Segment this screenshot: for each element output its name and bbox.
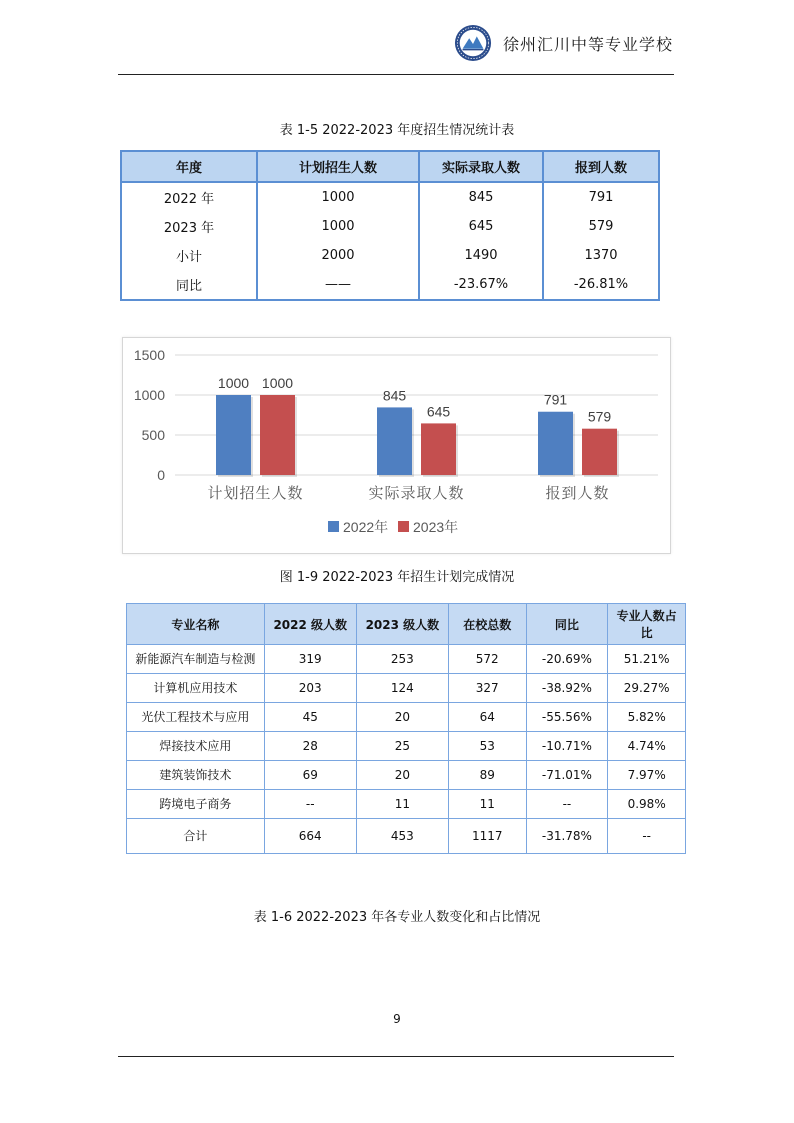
header-cell: 2022 级人数 [264, 604, 356, 645]
table-cell: 1000 [257, 182, 419, 212]
legend-label: 2023年 [413, 519, 459, 535]
table-row [121, 270, 659, 300]
table-row [127, 732, 686, 761]
table1-caption: 表 1-5 2022-2023 年度招生情况统计表 [279, 123, 515, 138]
x-tick-label: 计划招生人数 [207, 484, 304, 502]
data-label: 845 [382, 387, 407, 404]
table-cell: 11 [356, 790, 448, 819]
table-cell: 合计 [127, 819, 265, 854]
bar [260, 395, 295, 475]
table-cell: 664 [264, 819, 356, 854]
table-cell: 124 [356, 674, 448, 703]
table-cell: 0.98% [608, 790, 686, 819]
data-label: 645 [426, 403, 451, 420]
data-label: 579 [587, 408, 612, 425]
table-row [127, 819, 686, 854]
table-row [127, 674, 686, 703]
table-cell: -10.71% [526, 732, 608, 761]
legend-label: 2022年 [343, 519, 389, 535]
major-table [126, 603, 686, 854]
table-header-row [127, 604, 686, 645]
table-cell: 小计 [175, 250, 202, 265]
table-cell: 1117 [448, 819, 526, 854]
table-cell: 64 [448, 703, 526, 732]
table-row [127, 761, 686, 790]
table-cell: 5.82% [608, 703, 686, 732]
table-cell: 同比 [175, 279, 202, 294]
table-cell: 845 [419, 182, 543, 212]
page-number: 9 [393, 1012, 401, 1026]
bar [377, 407, 412, 475]
table-cell: 51.21% [608, 645, 686, 674]
table-row [127, 703, 686, 732]
table-cell: 29.27% [608, 674, 686, 703]
table-cell: 1000 [257, 212, 419, 241]
table-cell: -- [526, 790, 608, 819]
bar-chart [123, 338, 670, 553]
table-cell: -31.78% [526, 819, 608, 854]
table-row [121, 212, 659, 241]
table-cell: 跨境电子商务 [127, 790, 265, 819]
table-cell: —— [257, 270, 419, 300]
table-header-row [121, 151, 659, 182]
header-cell: 实际录取人数 [419, 151, 543, 182]
y-tick-label: 0 [157, 467, 165, 483]
table-cell: 11 [448, 790, 526, 819]
table-cell: 7.97% [608, 761, 686, 790]
table-cell: 791 [543, 182, 659, 212]
header-cell: 报到人数 [543, 151, 659, 182]
header-cell: 年度 [121, 151, 257, 182]
table-cell: 新能源汽车制造与检测 [127, 645, 265, 674]
table-cell: -20.69% [526, 645, 608, 674]
table-cell: -- [608, 819, 686, 854]
y-tick-label: 1500 [133, 347, 165, 363]
school-logo-icon [454, 24, 492, 62]
data-label: 791 [543, 391, 568, 408]
table-cell: 光伏工程技术与应用 [127, 703, 265, 732]
header-cell: 计划招生人数 [257, 151, 419, 182]
y-tick-label: 1000 [133, 387, 165, 403]
page-header [118, 18, 674, 75]
header-cell: 2023 级人数 [356, 604, 448, 645]
table-cell: 645 [419, 212, 543, 241]
table-cell: 327 [448, 674, 526, 703]
table-cell: 4.74% [608, 732, 686, 761]
x-tick-label: 实际录取人数 [368, 484, 465, 502]
table-cell: -55.56% [526, 703, 608, 732]
legend-swatch [398, 521, 409, 532]
table-row [121, 182, 659, 212]
table-cell: 453 [356, 819, 448, 854]
table-cell: 焊接技术应用 [127, 732, 265, 761]
table-cell: 20 [356, 761, 448, 790]
bar [216, 395, 251, 475]
header-cell: 专业名称 [127, 604, 265, 645]
table-cell: 20 [356, 703, 448, 732]
table-cell: 2000 [257, 241, 419, 270]
table-cell: -38.92% [526, 674, 608, 703]
table-cell: -- [264, 790, 356, 819]
enrollment-chart [122, 337, 671, 554]
table-row [121, 241, 659, 270]
table-cell: 253 [356, 645, 448, 674]
data-label: 1000 [261, 375, 294, 391]
table-cell: 1490 [419, 241, 543, 270]
table-cell: 28 [264, 732, 356, 761]
bar [538, 412, 573, 475]
footer-divider [118, 1056, 674, 1057]
table-cell: 319 [264, 645, 356, 674]
table2-caption: 表 1-6 2022-2023 年各专业人数变化和占比情况 [253, 910, 541, 925]
table-cell: -71.01% [526, 761, 608, 790]
school-name: 徐州汇川中等专业学校 [503, 35, 674, 54]
table-cell: 572 [448, 645, 526, 674]
x-tick-label: 报到人数 [545, 484, 610, 502]
table-cell: 579 [543, 212, 659, 241]
legend-swatch [328, 521, 339, 532]
table-cell: 1370 [543, 241, 659, 270]
table-cell: 89 [448, 761, 526, 790]
table-row [127, 645, 686, 674]
bar [421, 423, 456, 475]
table-row [127, 790, 686, 819]
table-cell: -26.81% [543, 270, 659, 300]
table-cell: 2023 年 [163, 221, 215, 236]
header-cell: 专业人数占比 [608, 604, 686, 645]
table-cell: 203 [264, 674, 356, 703]
table-cell: 45 [264, 703, 356, 732]
table-cell: 计算机应用技术 [127, 674, 265, 703]
table-cell: 25 [356, 732, 448, 761]
header-cell: 同比 [526, 604, 608, 645]
table-cell: 69 [264, 761, 356, 790]
table-cell: 建筑装饰技术 [127, 761, 265, 790]
enrollment-table [120, 150, 660, 301]
table-cell: 53 [448, 732, 526, 761]
header-cell: 在校总数 [448, 604, 526, 645]
data-label: 1000 [217, 375, 250, 391]
y-tick-label: 500 [141, 427, 165, 443]
bar [582, 429, 617, 475]
table-cell: 2022 年 [163, 192, 215, 207]
table-cell: -23.67% [419, 270, 543, 300]
figure-caption: 图 1-9 2022-2023 年招生计划完成情况 [279, 570, 515, 585]
